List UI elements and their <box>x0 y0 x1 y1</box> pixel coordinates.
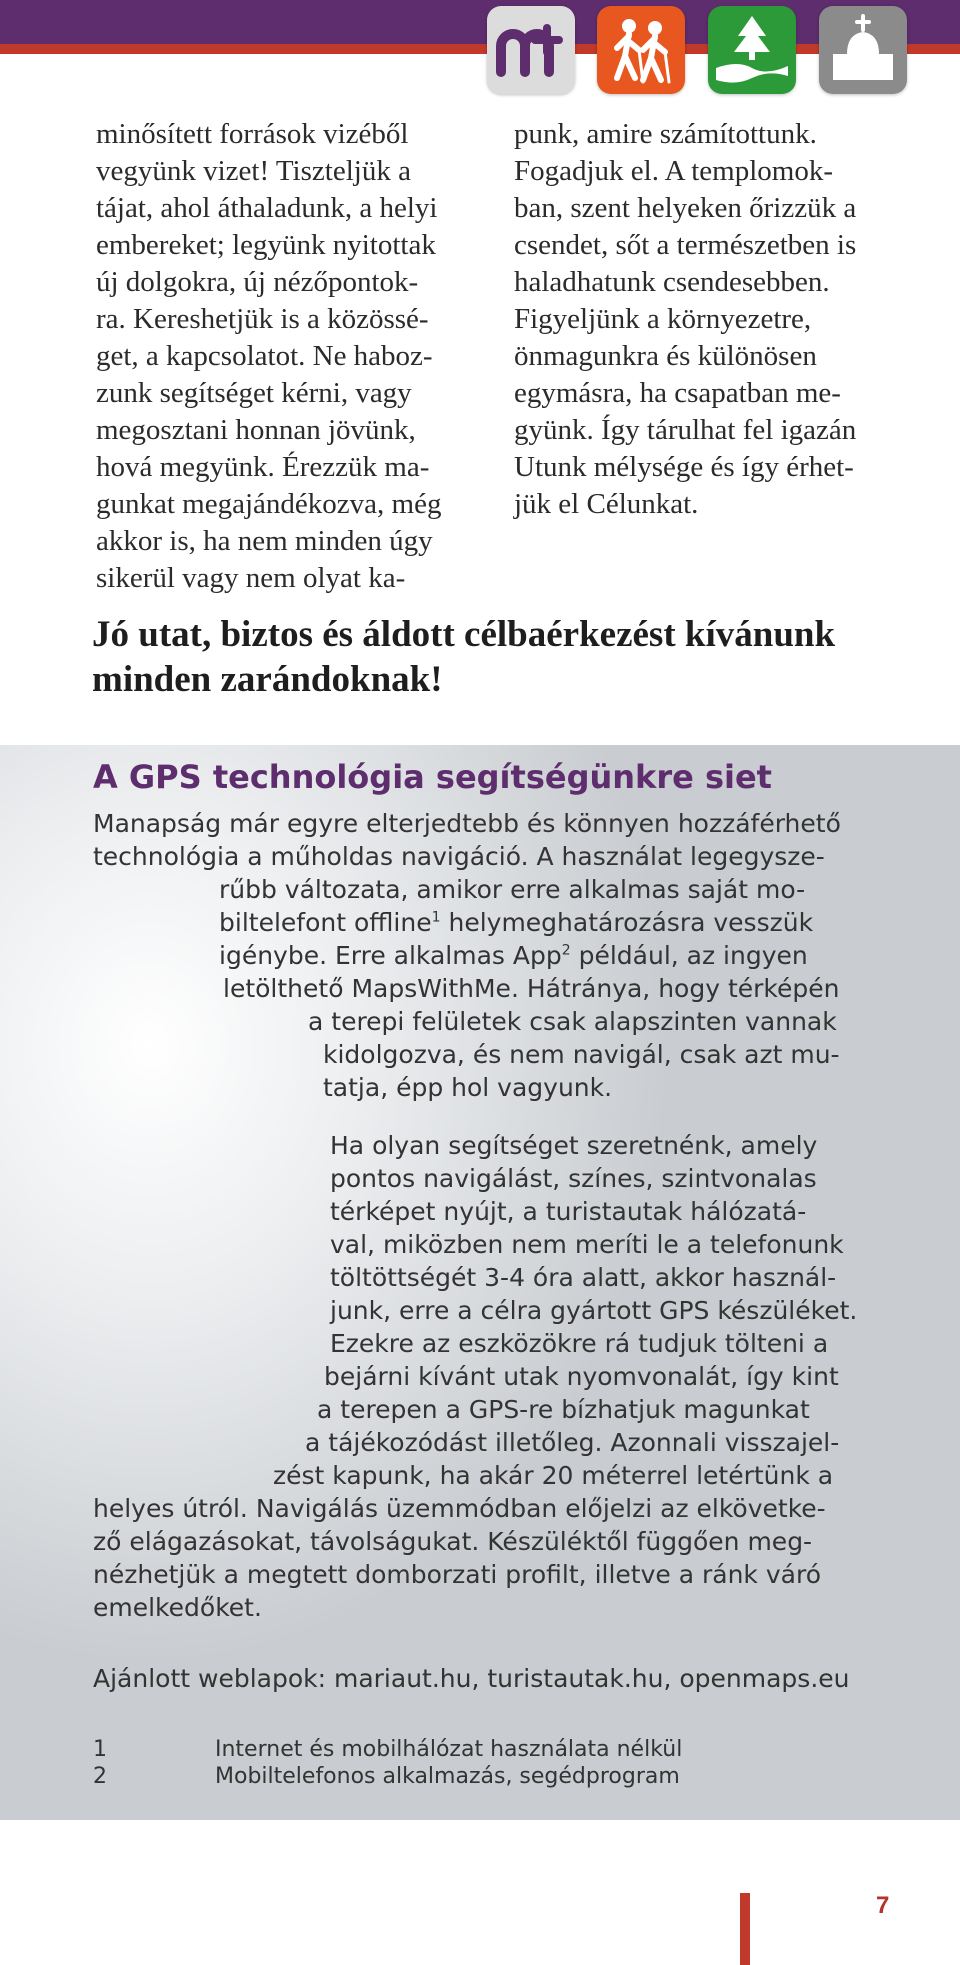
text-line: val, miközben nem meríti le a telefonunk <box>330 1230 844 1259</box>
text-line: tájat, ahol áthaladunk, a helyi <box>96 192 438 224</box>
text-line: hová megyünk. Érezzük ma- <box>96 451 430 483</box>
text-line: Fogadjuk el. A templomok- <box>514 155 833 187</box>
footnote <box>93 1735 682 1764</box>
text-line: zést kapunk, ha akár 20 méterrel letértünk a <box>273 1461 834 1490</box>
text-line: ra. Kereshetjük is a közössé- <box>96 303 429 335</box>
forest-path-icon <box>708 6 796 94</box>
section-title: A GPS technológia segítségünkre siet <box>93 758 772 796</box>
text-line: megosztani honnan jövünk, <box>96 414 416 446</box>
text-line: nézhetjük a megtett domborzati profilt, illetve a ránk váró <box>93 1560 821 1589</box>
footnote-number: 2 <box>93 1764 107 1789</box>
text-line: gunkat megajándékozva, még <box>96 488 442 520</box>
text-line: ban, szent helyeken őrizzük a <box>514 192 857 224</box>
closing-line: minden zarándoknak! <box>92 659 443 700</box>
gps-paragraph-1 <box>93 807 888 1104</box>
text-line: vegyünk vizet! Tiszteljük a <box>96 155 411 187</box>
text-line: ző elágazásokat, távolságukat. Készüléktől függően meg- <box>93 1527 813 1556</box>
text-line: jük el Célunkat. <box>514 488 699 520</box>
footnote-ref: 1 <box>431 909 441 926</box>
text-line: junk, erre a célra gyártott GPS készüléket. <box>330 1296 858 1325</box>
text-line: sikerül vagy nem olyat ka- <box>96 562 406 594</box>
footnote <box>93 1762 680 1791</box>
closing-blessing <box>92 612 912 702</box>
text-line: Manapság már egyre elterjedtebb és könnyen hozzáférhető <box>93 809 841 838</box>
text-line: emelkedőket. <box>93 1593 262 1622</box>
gps-paragraph-2 <box>93 1129 888 1624</box>
text-line <box>93 939 888 972</box>
text-line: helyes útról. Navigálás üzemmódban előjelzi az elkövetke- <box>93 1494 826 1523</box>
footnote-text: Internet és mobilhálózat használata nélkül <box>215 1737 683 1762</box>
text-fragment: igénybe. Erre alkalmas App <box>219 941 562 970</box>
footnote-ref: 2 <box>561 942 571 959</box>
text-line: térképet nyújt, a turistautak hálózatá- <box>330 1197 807 1226</box>
header-purple-band <box>0 0 960 44</box>
text-line: kidolgozva, és nem navigál, csak azt mu- <box>323 1040 840 1069</box>
page-marker-bar <box>740 1893 750 1965</box>
mariaut-logo-icon <box>487 6 575 94</box>
text-line: punk, amire számítottunk. <box>514 118 817 150</box>
header-red-stripe <box>0 44 960 54</box>
text-line: új dolgokra, új nézőpontok- <box>96 266 419 298</box>
text-line: Utunk mélysége és így érhet- <box>514 451 854 483</box>
text-line: a tájékozódást illetőleg. Azonnali visszajel- <box>305 1428 840 1457</box>
footnote-text: Mobiltelefonos alkalmazás, segédprogram <box>215 1764 680 1789</box>
text-line: get, a kapcsolatot. Ne haboz- <box>96 340 433 372</box>
text-line: technológia a műholdas navigáció. A használat legegysze- <box>93 842 825 871</box>
footnote-number: 1 <box>93 1737 107 1762</box>
text-fragment: biltelefont offline <box>219 908 432 937</box>
church-icon <box>819 6 907 94</box>
closing-line: Jó utat, biztos és áldott célbaérkezést kívánunk <box>92 614 836 655</box>
text-line: Ezekre az eszközökre rá tudjuk tölteni a <box>330 1329 829 1358</box>
pilgrims-hiking-icon <box>597 6 685 94</box>
recommended-websites: Ajánlott weblapok: mariaut.hu, turistautak.hu, openmaps.eu <box>93 1664 850 1693</box>
text-line: egymásra, ha csapatban me- <box>514 377 841 409</box>
text-line: embereket; legyünk nyitottak <box>96 229 436 261</box>
text-line: haladhatunk csendesebben. <box>514 266 830 298</box>
text-line: akkor is, ha nem minden úgy <box>96 525 433 557</box>
text-line <box>93 906 888 939</box>
intro-column-left <box>96 116 491 597</box>
text-line: a terepen a GPS-re bízhatjuk magunkat <box>317 1395 810 1424</box>
text-line: letölthető MapsWithMe. Hátránya, hogy térképén <box>223 974 840 1003</box>
text-line: zunk segítséget kérni, vagy <box>96 377 412 409</box>
text-line: önmagunkra és különösen <box>514 340 817 372</box>
text-line: gyünk. Így tárulhat fel igazán <box>514 414 857 446</box>
text-line: pontos navigálást, színes, szintvonalas <box>330 1164 817 1193</box>
text-line: tatja, épp hol vagyunk. <box>323 1073 613 1102</box>
gps-section <box>0 745 960 1820</box>
text-fragment: helymeghatározásra vesszük <box>440 908 814 937</box>
text-line: rűbb változata, amikor erre alkalmas saját mo- <box>219 875 806 904</box>
text-line: Ha olyan segítséget szeretnénk, amely <box>330 1131 818 1160</box>
text-line: töltöttségét 3-4 óra alatt, akkor használ- <box>330 1263 837 1292</box>
text-line: csendet, sőt a természetben is <box>514 229 857 261</box>
text-fragment: például, az ingyen <box>570 941 808 970</box>
text-line: minősített források vizéből <box>96 118 409 150</box>
text-line: Figyeljünk a környezetre, <box>514 303 812 335</box>
page-number: 7 <box>876 1892 890 1919</box>
text-line: a terepi felületek csak alapszinten vannak <box>308 1007 837 1036</box>
intro-column-right <box>514 116 894 523</box>
text-line: bejárni kívánt utak nyomvonalát, így kint <box>324 1362 839 1391</box>
